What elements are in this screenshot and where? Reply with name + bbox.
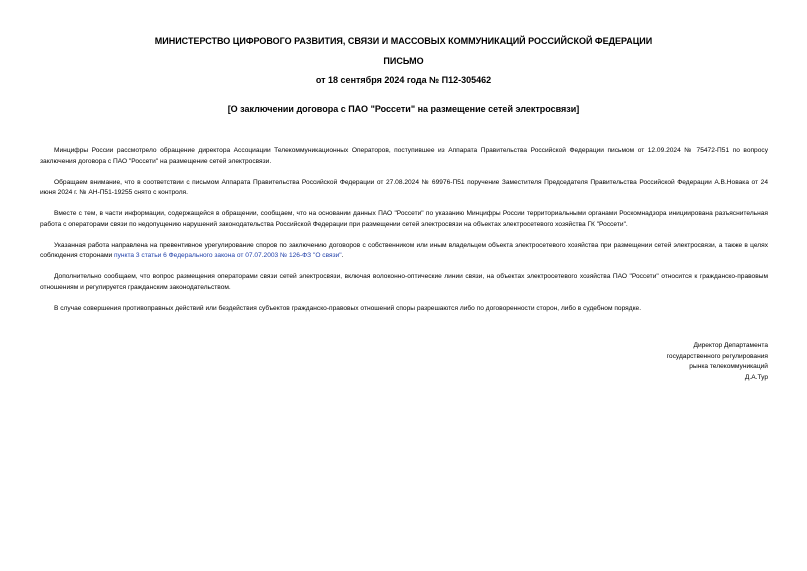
paragraph-2: Обращаем внимание, что в соответствии с письмом Аппарата Правительства Российской Федерации от 27.08.2024 № 69976-П51 поручение Заместителя Председателя Правительства Российской Федерации А.В.Новака от 24 июня 2024 г. № АН-П51-19255 снято с контроля.	[40, 178, 768, 197]
paragraph-1: Минцифры России рассмотрело обращение директора Ассоциации Телекоммуникационных Операторов, поступившее из Аппарата Правительства Российской Федерации письмом от 12.09.2024 № 75472-П51 по вопросу заключения договора с ПАО "Россети" на размещение сетей электросвязи.	[40, 147, 768, 165]
paragraph-4-end: .	[341, 252, 344, 260]
signatory-name: Д.А.Тур	[744, 373, 768, 381]
signature-title-line-3: рынка телекоммуникаций	[689, 363, 768, 371]
letter-body	[40, 146, 768, 325]
document-subject: [О заключении договора с ПАО "Россети" на размещение сетей электросвязи]	[227, 104, 580, 114]
paragraph-4	[40, 241, 768, 262]
signature-block	[568, 341, 768, 383]
paragraph-5: Дополнительно сообщаем, что вопрос размещения операторами связи сетей электросвязи, включая волоконно-оптические линии связи, на объектах электросетевого хозяйства ПАО "Россети" относится к гражданско-правовым отношениям и регулируется гражданским законодательством.	[40, 273, 768, 291]
signature-title-line-1: Директор Департамента	[693, 342, 768, 349]
document-type: ПИСЬМО	[383, 56, 424, 66]
paragraph-4-text: Указанная работа направлена на превентивное урегулирование споров по заключению договоров с собственником или иным владельцем объекта электросетевого хозяйства при размещении сетей электросвязи, а также в целях соблюдения сторонами	[40, 241, 768, 260]
paragraph-6: В случае совершения противоправных действий или бездействия субъектов гражданско-правовых отношений споры разрешаются либо по договоренности сторон, либо в судебном порядке.	[54, 304, 642, 312]
law-reference-link[interactable]: пункта 3 статьи 6 Федерального закона от 07.07.2003 № 126-ФЗ "О связи"	[114, 252, 342, 260]
ministry-name: МИНИСТЕРСТВО ЦИФРОВОГО РАЗВИТИЯ, СВЯЗИ И МАССОВЫХ КОММУНИКАЦИЙ РОССИЙСКОЙ ФЕДЕРАЦИИ	[154, 36, 653, 46]
signature-title-line-2: государственного регулирования	[666, 352, 768, 360]
document-date-number: от 18 сентября 2024 года № П12-305462	[315, 75, 492, 85]
paragraph-3: Вместе с тем, в части информации, содержащейся в обращении, сообщаем, что на основании данных ПАО "Россети" по указанию Минцифры России территориальными органами Роскомнадзора инициирована разъяснительная работа с операторами связи по недопущению нарушений законодательства Российской Федерации при размещении сетей электросвязи на объектах электросетевого хозяйства ГК "Россети".	[40, 210, 768, 228]
